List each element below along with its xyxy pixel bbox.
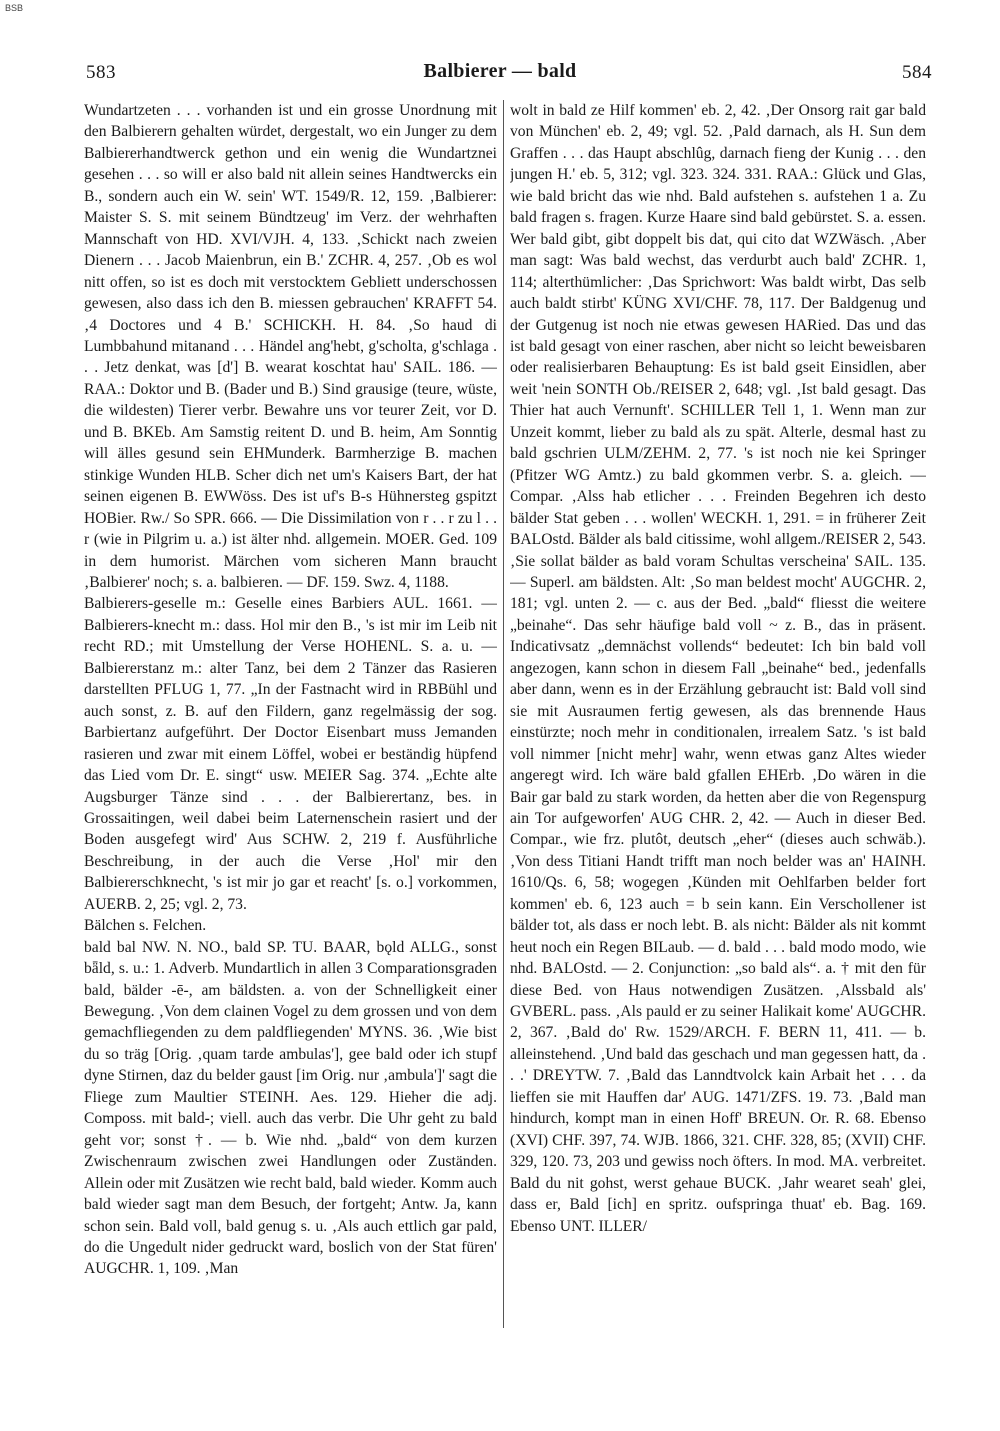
paragraph: bald bal NW. N. NO., bald SP. TU. BAAR, bǫld ALLG., sonst bǟld, s. u.: 1. Adverb. Mundartlich in allen 3 Comparationsgraden bald, bälder -ē-, am bäldsten. a. von der Schnelligkeit einer Bewegung. ‚Von dem clainen Vogel zu dem grossen und von dem gemachfliegenden zu dem paldfliegenden' MYNS. 36. ‚Wie bist du so träg [Orig. ‚quam tarde ambulas'], gee bald oder ich stupf dyne Stirnen, daz du belder gaust [im Orig. nur ‚ambula']' sagt die Fliege zum Maultier STEINH. Aes. 129. Hieher die adj. Composs. mit bald-; viell. auch das verbr. Die Uhr geht zu bald geht vor; sonst †. — b. Wie nhd. „bald“ von dem kurzen Zwischenraum zwischen zwei Handlungen oder Zuständen. Allein oder mit Zusätzen wie recht bald, bald wieder. Komm auch bald wieder sagt man dem Besuch, der fortgeht; Antw. Ja, kann schon sein. Bald voll, bald genug s. u. ‚Als auch ettlich gar pald, do die Ungedult nider gedruckt ward, boslich von der Stat füren' AUGCHR. 1, 109. ‚Man	[84, 938, 497, 1278]
page-number-left: 583	[86, 62, 116, 83]
page-number-right: 584	[902, 62, 932, 83]
left-column	[84, 100, 497, 1340]
column-divider	[503, 100, 504, 1328]
right-column	[510, 100, 926, 1340]
paragraph: Wundartzeten . . . vorhanden ist und ein grosse Unordnung mit den Balbierern gehalten würdet, dergestalt, wo ein Junger zu dem Balbiererhandtwerck gethon und ein wenig die Wundartznei gesehen . . . so will er also bald nit allein seines Handtwercks ein B., sondern auch ein W. sein' WT. 1549/R. 12, 159. ‚Balbierer: Maister S. S. mit seinem Bündtzeug' im Verz. der wehrhaften Mannschaft von HD. XVI/VJH. 4, 133. ‚Schickt nach zweien Dienern . . . Jacob Maienbrun, ein B.' ZCHR. 4, 257. ‚Ob es wol nitt offen, so ist es doch mit verstocktem Gebliett underschossen gewesen, also dass ich den B. miessen gebrauchen' KRAFFT 54. ‚4 Doctores und 4 B.' SCHICKH. H. 84. ‚So haud di Lumbbahund mitanand . . . Händel ang'hebt, g'scholta, g'schlaga . . . Jetz denkat, was [d'] B. wearat koschtat hau' SAIL. 186. — RAA.: Doktor und B. (Bader und B.) Sind grausige (teure, wüste, die wildesten) Tierer verbr. Bewahre uns vor teurer Zeit, vor D. und B. BKEb. Am Samstig reitent D. und B. heim, Am Sonntig will älles gesund sein EHMunderk. Barmherzige B. machen stinkige Wunden HLB. Scher dich net um's Kaisers Bart, der hat seinen eigenen B. EWWöss. Des ist uf's B-s Hühnersteg gspitzt HOBier. Rw./ So SPR. 666. — Die Dissimilation von r . . r zu l . . r (wie in Pilgrim u. a.) ist älter nhd. allgemein. MOER. Ged. 109 in dem humorist. Märchen vom sicheren Mann braucht ‚Balbierer' noch; s. a. balbieren. — DF. 159. Swz. 4, 1188.	[84, 102, 497, 591]
running-head: Balbierer — bald	[423, 60, 577, 82]
paragraph: Bälchen s. Felchen.	[84, 917, 207, 935]
library-stamp: BSB	[5, 3, 24, 13]
paragraph: wolt in bald ze Hilf kommen' eb. 2, 42. ‚Der Onsorg rait gar bald von München' eb. 2, 49; vgl. 52. ‚Pald darnach, als H. Sun dem Graffen . . . das Haupt abschlûg, darnach fieng der Kunig . . . den jungen H.' eb. 5, 312; vgl. 323. 324. 331. RAA.: Glück und Glas, wie bald bricht das wie nhd. Bald aufstehen s. aufstehen 1 a. Zu bald fragen s. fragen. Kurze Haare sind bald gebürstet. S. a. essen. Wer bald gibt, gibt doppelt bis dat, qui cito dat WZWäsch. ‚Aber man sagt: Was bald wechst, das verdurbt auch bald' ZCHR. 1, 114; alterthümlicher: ‚Das Sprichwort: Was baldt wirbt, Das selb auch baldt stirbt' KÜNG XVI/CHF. 78, 117. Der Baldgenug und der Gutgenug ist noch nie etwas gewesen HARied. Das und das ist bald gesagt von einer raschen, aber nicht so leicht beweisbaren oder realisierbaren Behauptung: Es ist bald gseit Einsidlen, aber weit 'nein SONTH Ob./REISER 2, 648; vgl. ‚Ist bald gesagt. Das Thier hat auch Vernunft'. SCHILLER Tell 1, 1. Wenn man zur Unzeit kommt, lieber zu bald als zu spät. Alterle, desmal hast zu bald gschrien ULM/ZEHM. 2, 77. 's ist noch nie kei Springer (Pfitzer WG Amtz.) zu bald gkommen verbr. S. a. gleich. — Compar. ‚Alss hab etlicher . . . Freinden Begehren ich desto bälder Stat geben . . . wollen' WECKH. 1, 291. = in früherer Zeit BALOstd. Bälder als bald citissime, wohl allgem./REISER 2, 543. ‚Sie sollat bälder as bald voram Schultas verscheina' SAIL. 135. — Superl. am bäldsten. Alt: ‚So man beldest mocht' AUGCHR. 2, 181; vgl. unten 2. — c. aus der Bed. „bald“ fliesst die weitere „beinahe“. Das sehr häufige bald voll ~ z. B., das in präsent. Indicativsatz „demnächst vollends“ bedeutet: Ich bin bald voll angezogen, kann schon in diesem Fall „beinahe“ bed., jedenfalls aber dann, wenn es in der Erzählung gebraucht ist: Bald voll sind sie mit Ausraumen fertig gewesen, als das brennende Haus einstürzte; noch mehr in conditionalen, irrealem Satz. 's ist bald voll nimmer [nicht mehr] wahr, wenn etwas ganz Altes wieder angeregt wird. Ich wäre bald gfallen EHErb. ‚Do wären in die Bair gar bald zu stark worden, da hetten aber die von Regenspurg ain Tor aufgeworfen' AUG CHR. 2, 42. — Auch in dieser Bed. Compar., wie frz. plutôt, deutsch „eher“ (dieses auch schwäb.). ‚Von dess Titiani Handt trifft man noch belder was an' HAINH. 1610/Qs. 6, 58; wogegen ‚Künden mit Oehlfarben belder fort kommen' eb. 6, 123 auch = b sein kann. Ein Verschollener ist bälder tot, als dass er noch lebt. B. als nicht: Bälder als nit kommt heut noch ein Regen BILaub. — d. bald . . . bald modo modo, wie nhd. BALOstd. — 2. Conjunction: „so bald als“. a. † mit den für diese Bed. von Haus notwendigen Zusätzen. ‚Alssbald als' GVBERL. pass. ‚Als pauld er zu seiner Halikait kome' AUGCHR. 2, 367. ‚Bald do' Rw. 1529/ARCH. F. BERN 11, 411. — b. alleinstehend. ‚Und bald das geschach und man gegessen hatt, da . . .' DREYTW. 7. ‚Bald das Lanndtvolck kain Arbait het . . . da lieffen sie mit Hauffen dar' AUG. 1471/ZFS. 19. 73. ‚Bald man hindurch, kompt man in einen Hoff' BREUN. Or. R. 68. Ebenso (XVI) CHF. 397, 74. WJB. 1866, 321. CHF. 328, 85; (XVII) CHF. 329, 120. 73, 203 und gewiss noch öfters. In mod. MA. verbreitet. Bald du nit gohst, werst gehaue BUCK. ‚Jahr wearet seah' glei, dass er, Bald [ich] en spritz. oufspringa thuat' eb. Bag. 169. Ebenso UNT. ILLER/	[510, 102, 926, 1235]
paragraph: Balbierers-geselle m.: Geselle eines Barbiers AUL. 1661. — Balbierers-knecht m.: dass. Hol mir den B., 's ist mir im Leib nit recht RD.; mit Umstellung der Verse HOHENL. S. a. u. — Balbiererstanz m.: alter Tanz, bei dem 2 Tänzer das Rasieren darstellten PFLUG 1, 77. „In der Fastnacht wird in RBBühl und auch sonst, z. B. auf den Fildern, ganz regelmässig der sog. Barbiertanz aufgeführt. Der Doctor Eisenbart muss Jemanden rasieren und zwar mit einem Löffel, wobei er beständig hüpfend das Lied vom Dr. E. singt“ usw. MEIER Sag. 374. „Echte alte Augsburger Tänze sind . . . der Balbierertanz, bes. in Grossaitingen, weil dabei beim Laternenschein rasiert und der Boden ausgefegt wird' Aus SCHW. 2, 219 f. Ausführliche Beschreibung, in der auch die Verse ‚Hol' mir den Balbiererschknecht, 's ist mir jo gar et reacht' [s. o.] vorkommen, AUERB. 2, 25; vgl. 2, 73.	[84, 595, 497, 913]
